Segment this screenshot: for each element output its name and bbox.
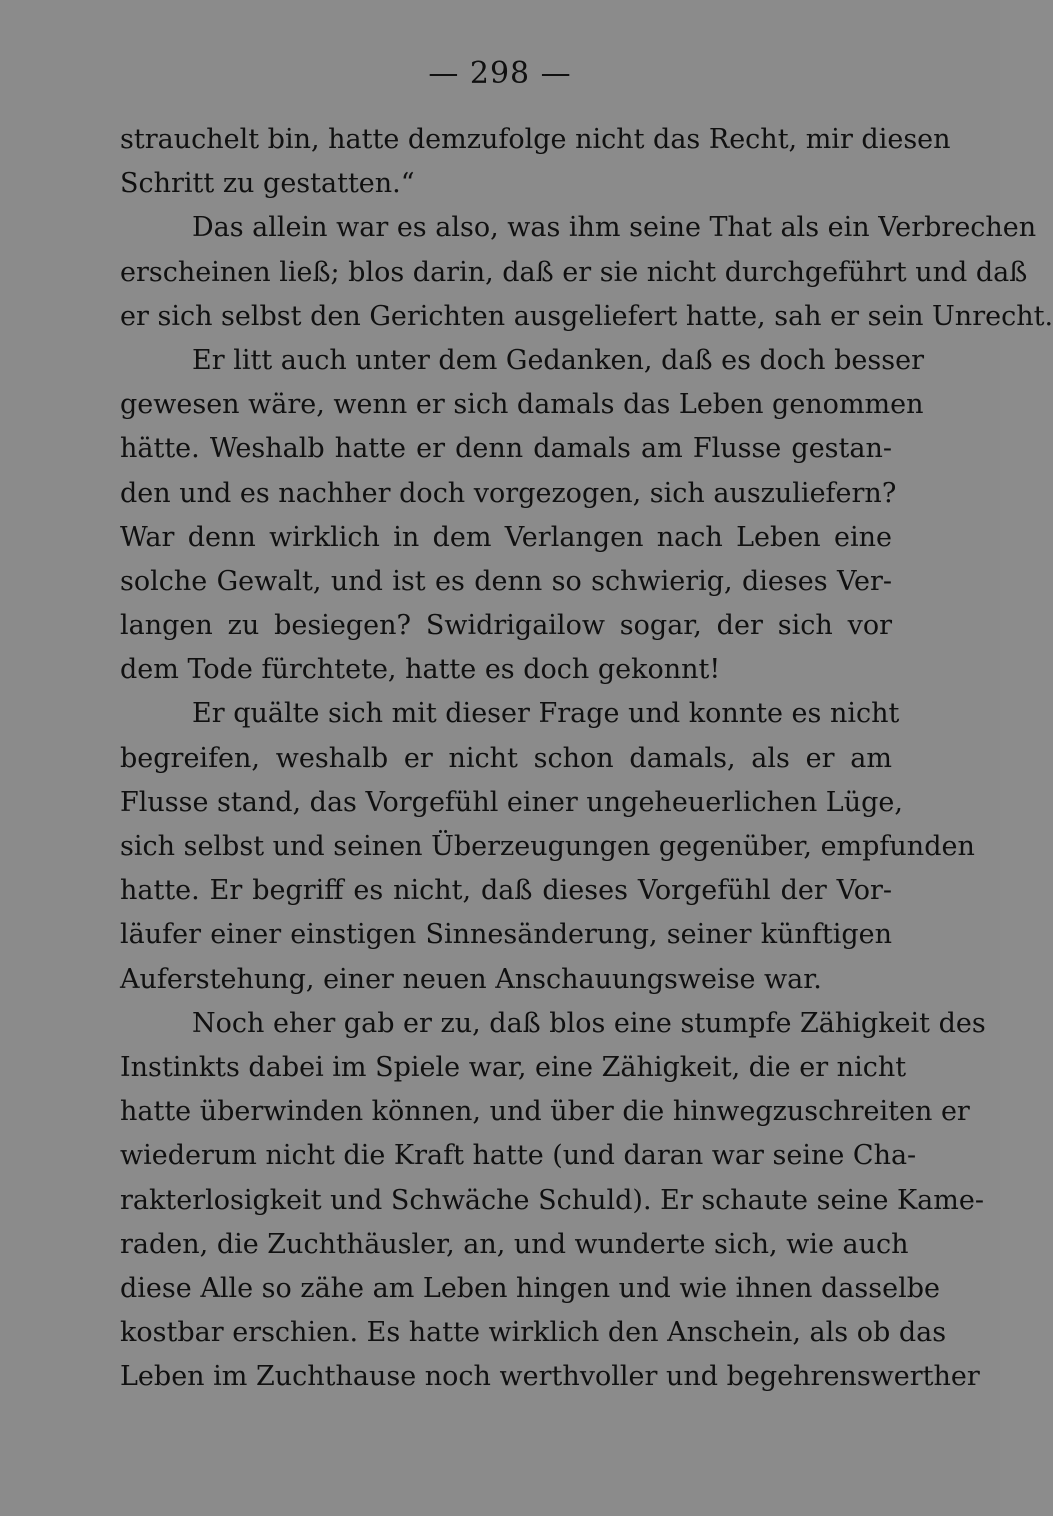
text-line: dem Tode fürchtete, hatte es doch gekonnt!	[120, 654, 721, 686]
text-line: gewesen wäre, wenn er sich damals das Leben genommen	[120, 389, 924, 421]
text-line: Auferstehung, einer neuen Anschauungsweise war.	[120, 963, 822, 995]
text-line: läufer einer einstigen Sinnesänderung, seiner künftigen	[120, 919, 892, 951]
text-line: Das allein war es also, was ihm seine That als ein Verbrechen	[192, 212, 1037, 244]
text-line: Flusse stand, das Vorgefühl einer ungeheuerlichen Lüge,	[120, 786, 903, 818]
text-line: rakterlosigkeit und Schwäche Schuld). Er schaute seine Kame-	[120, 1184, 984, 1216]
text-line: Leben im Zuchthause noch werthvoller und begehrenswerther	[120, 1361, 980, 1393]
text-line: diese Alle so zähe am Leben hingen und wie ihnen dasselbe	[120, 1272, 940, 1304]
text-line: wiederum nicht die Kraft hatte (und daran war seine Cha-	[120, 1140, 917, 1172]
text-line: raden, die Zuchthäusler, an, und wunderte sich, wie auch	[120, 1228, 909, 1260]
text-line: hatte. Er begriff es nicht, daß dieses Vorgefühl der Vor-	[120, 875, 892, 907]
text-line: Schritt zu gestatten.“	[120, 168, 415, 200]
text-line: er sich selbst den Gerichten ausgeliefert hatte, sah er sein Unrecht.	[120, 300, 1053, 332]
text-line: langen zu besiegen? Swidrigailow sogar, der sich vor	[120, 610, 892, 642]
text-line: Er quälte sich mit dieser Frage und konnte es nicht	[192, 698, 900, 730]
text-line: begreifen, weshalb er nicht schon damals, als er am	[120, 742, 892, 774]
text-line: War denn wirklich in dem Verlangen nach Leben eine	[120, 521, 892, 553]
page-number-header: — 298 —	[428, 56, 572, 91]
text-line: sich selbst und seinen Überzeugungen gegenüber, empfunden	[120, 831, 975, 862]
text-line: Instinkts dabei im Spiele war, eine Zähigkeit, die er nicht	[120, 1051, 907, 1083]
text-line: kostbar erschien. Es hatte wirklich den Anschein, als ob das	[120, 1317, 947, 1349]
page-body-text	[120, 118, 1053, 1399]
text-line: Er litt auch unter dem Gedanken, daß es doch besser	[192, 344, 924, 376]
text-line: Noch eher gab er zu, daß blos eine stumpfe Zähigkeit des	[192, 1007, 986, 1039]
text-line: hatte überwinden können, und über die hinwegzuschreiten er	[120, 1096, 970, 1128]
text-line: erscheinen ließ; blos darin, daß er sie nicht durchgeführt und daß	[120, 256, 1028, 288]
text-line: strauchelt bin, hatte demzufolge nicht das Recht, mir diesen	[120, 124, 951, 155]
text-line: den und es nachher doch vorgezogen, sich auszuliefern?	[120, 477, 897, 509]
text-line: hätte. Weshalb hatte er denn damals am Flusse gestan-	[120, 433, 892, 465]
text-line: solche Gewalt, und ist es denn so schwierig, dieses Ver-	[120, 565, 892, 597]
